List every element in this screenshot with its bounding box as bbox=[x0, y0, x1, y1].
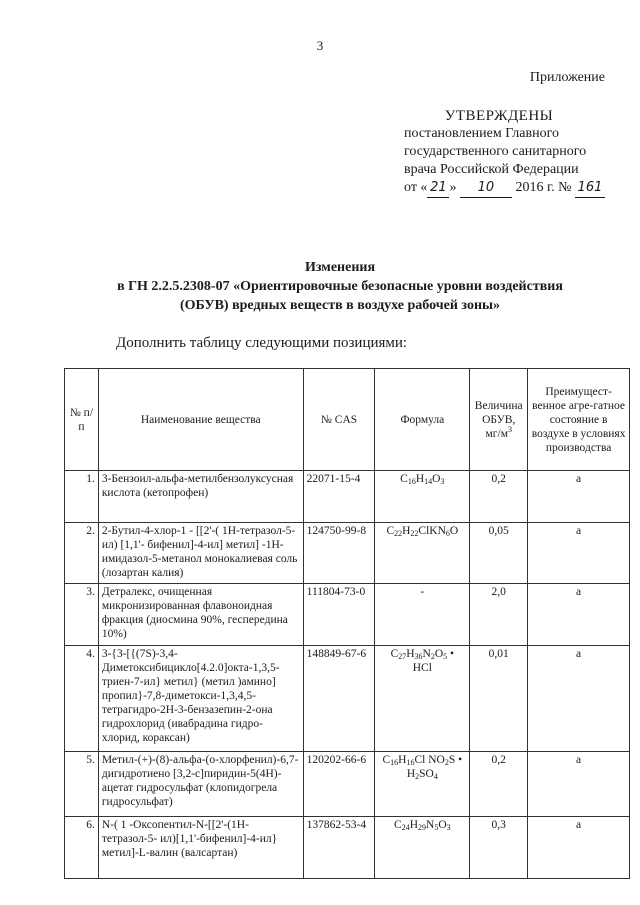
row-num: 5. bbox=[65, 752, 99, 817]
row-num: 6. bbox=[65, 817, 99, 879]
appendix-label: Приложение bbox=[529, 70, 605, 85]
row-state: а bbox=[528, 646, 630, 752]
header-obuv-text: Величина ОБУВ, мг/м bbox=[474, 399, 523, 440]
title-line-2: в ГН 2.2.5.2308-07 «Ориентировочные безопасные уровни воздействия bbox=[117, 279, 563, 294]
table-header-row bbox=[65, 369, 630, 471]
header-formula: Формула bbox=[375, 369, 470, 471]
row-name: 3-Бензоил-альфа-метилбензолуксусная кислота (кетопрофен) bbox=[98, 471, 303, 523]
handwritten-month: 10 bbox=[460, 179, 512, 198]
approval-date-line bbox=[404, 179, 614, 198]
row-num: 1. bbox=[65, 471, 99, 523]
row-state: а bbox=[528, 752, 630, 817]
table-row bbox=[65, 817, 630, 879]
row-obuv: 0,05 bbox=[470, 523, 528, 584]
table-row bbox=[65, 584, 630, 646]
header-name: Наименование вещества bbox=[98, 369, 303, 471]
lead-text: Дополнить таблицу следующими позициями: bbox=[116, 335, 408, 351]
title-line-1: Изменения bbox=[304, 260, 376, 275]
header-obuv-sup: 3 bbox=[507, 424, 512, 434]
date-year: 2016 г. № bbox=[515, 180, 572, 195]
table-row bbox=[65, 523, 630, 584]
row-state: а bbox=[528, 523, 630, 584]
row-state: а bbox=[528, 584, 630, 646]
row-num: 4. bbox=[65, 646, 99, 752]
row-obuv: 0,3 bbox=[470, 817, 528, 879]
approval-line-3: врача Российской Федерации bbox=[404, 162, 579, 177]
row-formula: $C_{24}H_{29}N_5O_3$ bbox=[375, 817, 470, 879]
row-obuv: 0,2 bbox=[470, 471, 528, 523]
table-row bbox=[65, 646, 630, 752]
row-name: N-( 1 -Оксопентил-N-[[2'-(1Н-тетразол-5- ил)[1,1'-бифенил]-4-ил} метил]-L-валин (валсартан) bbox=[98, 817, 303, 879]
row-formula: $C_{16}H_{16}Cl$ $NO_2S$ • $H_2SO_4$ bbox=[375, 752, 470, 817]
approval-block bbox=[404, 107, 614, 198]
row-num: 3. bbox=[65, 584, 99, 646]
formula-salt: HCl bbox=[412, 662, 432, 674]
row-formula: - bbox=[375, 584, 470, 646]
header-state: Преимущест-венное агре-гатное состояние в воздухе в условиях производства bbox=[528, 369, 630, 471]
approval-line-2: государственного санитарного bbox=[404, 144, 587, 159]
row-name: Детралекс, очищенная микронизированная флавоноидная фракция (диосмина 90%, геспередина 10%) bbox=[98, 584, 303, 646]
row-cas: 124750-99-8 bbox=[303, 523, 375, 584]
approval-heading: УТВЕРЖДЕНЫ bbox=[444, 108, 554, 124]
handwritten-number: 161 bbox=[575, 179, 605, 198]
date-quote: » bbox=[449, 180, 457, 195]
title-line-3: (ОБУВ) вредных веществ в воздухе рабочей зоны» bbox=[180, 298, 500, 313]
row-obuv: 0,2 bbox=[470, 752, 528, 817]
header-cas: № CAS bbox=[303, 369, 375, 471]
row-formula: $C_{27}H_{36}N_2O_5$ • HCl bbox=[375, 646, 470, 752]
row-name: 3-{3-[{(7S)-3,4-Диметоксибицикло[4.2.0]окта-1,3,5-триен-7-ил} метил} (метил )амино] пропил}-7,8-диметокси-1,3,4,5-тетрагидро-2Н-3-бензазепин-2-она гидрохлорид (ивабрадина гидро-хлорид, кораксан) bbox=[98, 646, 303, 752]
date-prefix: от « bbox=[404, 180, 428, 195]
row-cas: 120202-66-6 bbox=[303, 752, 375, 817]
row-obuv: 2,0 bbox=[470, 584, 528, 646]
row-name: 2-Бутил-4-хлор-1 - [[2'-( 1Н-тетразол-5-ил) [1,1'- бифенил]-4-ил] метил] -1Н-имидазол-5-метанол монокалиевая соль (лозартан калия) bbox=[98, 523, 303, 584]
document-title bbox=[40, 258, 640, 315]
row-obuv: 0,01 bbox=[470, 646, 528, 752]
handwritten-day: 21 bbox=[427, 179, 449, 198]
substances-table bbox=[64, 368, 630, 879]
row-cas: 22071-15-4 bbox=[303, 471, 375, 523]
row-name: Метил-(+)-(8)-альфа-(о-хлорфенил)-6,7-дигидротиено [3,2-с]пиридин-5(4Н)-ацетат гидросульфат (клопидогрела гидросульфат) bbox=[98, 752, 303, 817]
page-number: 3 bbox=[316, 38, 324, 53]
header-num: № п/п bbox=[65, 369, 99, 471]
row-formula: $C_{16}H_{14}O_3$ bbox=[375, 471, 470, 523]
row-formula: $C_{22}H_{22}ClKN_6O$ bbox=[375, 523, 470, 584]
row-state: а bbox=[528, 471, 630, 523]
row-cas: 137862-53-4 bbox=[303, 817, 375, 879]
row-cas: 148849-67-6 bbox=[303, 646, 375, 752]
table-row bbox=[65, 752, 630, 817]
header-obuv bbox=[470, 369, 528, 471]
row-num: 2. bbox=[65, 523, 99, 584]
row-state: а bbox=[528, 817, 630, 879]
approval-line-1: постановлением Главного bbox=[404, 126, 559, 141]
row-cas: 111804-73-0 bbox=[303, 584, 375, 646]
table-row bbox=[65, 471, 630, 523]
